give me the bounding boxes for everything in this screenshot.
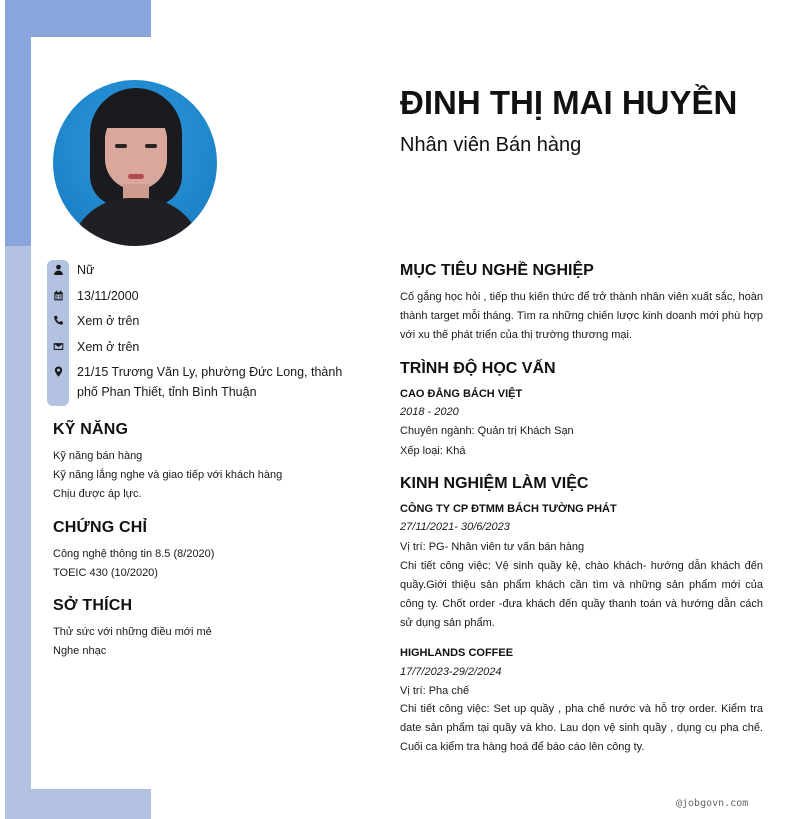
objective-title: MỤC TIÊU NGHỀ NGHIỆP bbox=[400, 262, 594, 279]
education-major: Chuyên ngành: Quản trị Khách Sạn bbox=[400, 425, 574, 437]
objective-text: Cố gắng học hỏi , tiếp thu kiến thức để trở thành nhân viên xuất sắc, hoàn thành target mỗi tháng. Tìm ra những chiến lược kinh doanh mới phù hợp với xu thế phát triển của thị trường thương mại. bbox=[400, 291, 763, 341]
skills-title: KỸ NĂNG bbox=[53, 421, 129, 438]
location-pin-icon bbox=[47, 362, 69, 380]
contact-birthday-text: 13/11/2000 bbox=[77, 289, 139, 303]
skills-list bbox=[53, 447, 373, 504]
profile-photo bbox=[53, 80, 217, 246]
job-period: 17/7/2023-29/2/2024 bbox=[400, 666, 502, 678]
watermark-link[interactable]: @jobgovn.com bbox=[676, 798, 749, 809]
certificates-title: CHỨNG CHỈ bbox=[53, 519, 148, 536]
job-company: HIGHLANDS COFFEE bbox=[400, 647, 514, 659]
job-period: 27/11/2021- 30/6/2023 bbox=[400, 521, 510, 533]
skill-item: Kỹ năng lắng nghe và giao tiếp với khách hàng bbox=[53, 469, 283, 481]
certificate-item: Công nghệ thông tin 8.5 (8/2020) bbox=[53, 548, 215, 560]
job-position: Vị trí: Pha chế bbox=[400, 685, 470, 697]
job-company: CÔNG TY CP ĐTMM BÁCH TƯỜNG PHÁT bbox=[400, 503, 617, 515]
contact-birthday bbox=[47, 286, 367, 306]
contact-address bbox=[47, 362, 367, 402]
skill-item: Chịu được áp lực. bbox=[53, 488, 142, 500]
contact-address-text: 21/15 Trương Văn Ly, phường Đức Long, thành phố Phan Thiết, tỉnh Bình Thuận bbox=[77, 365, 343, 399]
calendar-icon bbox=[47, 286, 69, 304]
decor-band-bottom bbox=[31, 789, 151, 819]
certificate-item: TOEIC 430 (10/2020) bbox=[53, 567, 158, 579]
hobby-item: Nghe nhạc bbox=[53, 645, 107, 657]
hobby-item: Thử sức với những điều mới mẻ bbox=[53, 626, 212, 638]
email-icon bbox=[47, 337, 69, 355]
contact-gender-text: Nữ bbox=[77, 263, 95, 277]
contact-phone bbox=[47, 311, 367, 331]
contact-email-text: Xem ở trên bbox=[77, 340, 140, 354]
job-details: Chi tiết công việc: Set up quầy , pha chế nước và hỗ trợ order. Kiểm tra date sản phẩm tại quầy và kho. Lau dọn vệ sinh quầy , dụng cụ pha chế. Cuối ca kiểm tra hàng hoá để báo cáo lên công ty. bbox=[400, 703, 763, 753]
candidate-job-title: Nhân viên Bán hàng bbox=[400, 134, 582, 156]
candidate-name: ĐINH THỊ MAI HUYỀN bbox=[400, 84, 738, 121]
contact-phone-text: Xem ở trên bbox=[77, 314, 140, 328]
job-details: Chi tiết công việc: Vệ sinh quầy kệ, chào khách- hướng dẫn khách đến quầy.Giới thiệu sản phẩm khách cần tìm và những sản phẩm mới của công ty. Chốt order -đưa khách đến quầy thanh toán và hướng dẫn cách sử dụng sản phẩm. bbox=[400, 560, 763, 629]
decor-band-left bbox=[5, 246, 31, 819]
job-position: Vị trí: PG- Nhân viên tư vấn bán hàng bbox=[400, 541, 585, 553]
experience-title: KINH NGHIỆM LÀM VIỆC bbox=[400, 475, 589, 492]
education-school: CAO ĐẲNG BÁCH VIỆT bbox=[400, 388, 523, 400]
education-title: TRÌNH ĐỘ HỌC VẤN bbox=[400, 360, 556, 377]
contact-gender bbox=[47, 260, 367, 280]
phone-icon bbox=[47, 311, 69, 329]
education-period: 2018 - 2020 bbox=[400, 406, 459, 418]
certificates-list bbox=[53, 545, 373, 583]
hobbies-title: SỞ THÍCH bbox=[53, 597, 133, 614]
person-icon bbox=[47, 260, 69, 278]
hobbies-list bbox=[53, 623, 373, 661]
skill-item: Kỹ năng bán hàng bbox=[53, 450, 143, 462]
contact-email bbox=[47, 337, 367, 357]
education-grade: Xếp loại: Khá bbox=[400, 445, 466, 457]
